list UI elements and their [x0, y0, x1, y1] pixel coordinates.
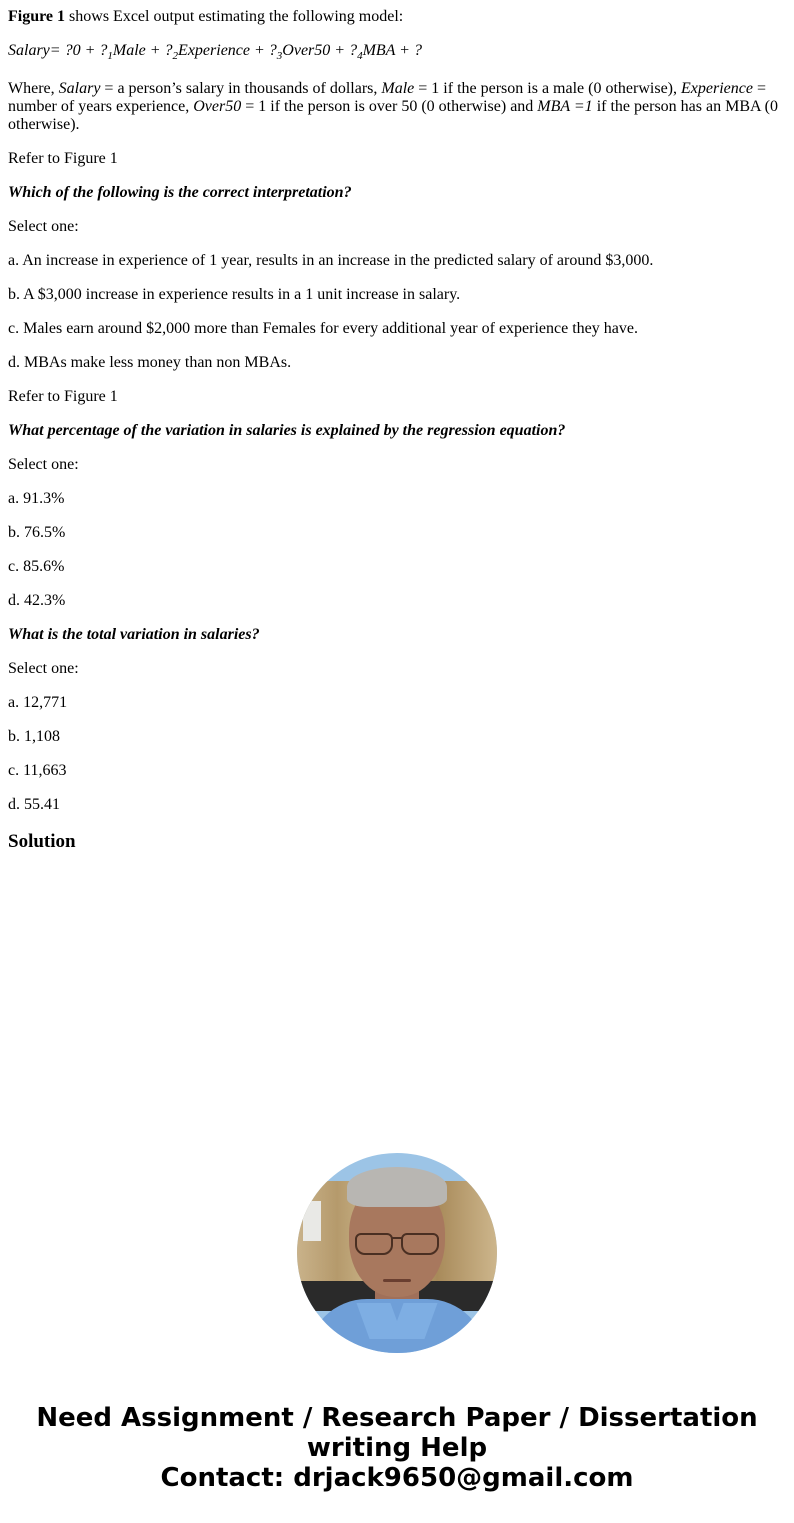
q3-option-b: b. 1,108: [8, 728, 60, 745]
q2-refer: Refer to Figure 1: [8, 388, 118, 405]
q2-option-d: d. 42.3%: [8, 592, 66, 609]
equation-part: Male + ?: [112, 42, 173, 59]
equation-part: MBA + ?: [362, 42, 422, 59]
var-experience: Experience: [681, 80, 753, 97]
def-text: = 1 if the person is over 50 (0 otherwise) and: [241, 98, 538, 115]
q3-prompt: What is the total variation in salaries?: [8, 626, 260, 643]
equation-subscript: 4: [357, 50, 363, 62]
def-text: if the person has an MBA (0 otherwise).: [8, 98, 778, 133]
q2-option-c: c. 85.6%: [8, 558, 65, 575]
def-text: = a person’s salary in thousands of dollars,: [100, 80, 382, 97]
avatar-glasses-bridge: [391, 1237, 403, 1239]
q3-select-label: Select one:: [8, 660, 79, 677]
def-text: Where,: [8, 80, 59, 97]
q1-option-d: d. MBAs make less money than non MBAs.: [8, 354, 292, 371]
q1-option-a: a. An increase in experience of 1 year, results in an increase in the predicted salary of around $3,000.: [8, 252, 654, 269]
figure-ref: Figure 1: [8, 8, 66, 25]
equation-subscript: 2: [172, 50, 179, 62]
def-text: = 1 if the person is a male (0 otherwise),: [414, 80, 682, 97]
equation-subscript: 1: [107, 50, 113, 62]
var-mba: MBA =1: [537, 98, 593, 115]
solution-heading: Solution: [8, 831, 76, 852]
q2-prompt: What percentage of the variation in salaries is explained by the regression equation?: [8, 422, 566, 439]
equation-part: Over50 + ?: [282, 42, 358, 59]
q1-refer: Refer to Figure 1: [8, 150, 118, 167]
promo-line-1: Need Assignment / Research Paper / Dissertation: [36, 1403, 758, 1433]
promo-banner: [0, 1403, 794, 1493]
variable-definitions: [8, 80, 786, 134]
intro-text: shows Excel output estimating the following model:: [65, 8, 404, 25]
q3-option-a: a. 12,771: [8, 694, 68, 711]
q2-option-a: a. 91.3%: [8, 490, 65, 507]
q3-option-d: d. 55.41: [8, 796, 60, 813]
model-equation: [8, 42, 422, 60]
q1-prompt: Which of the following is the correct interpretation?: [8, 184, 352, 201]
promo-line-2: writing Help: [306, 1433, 488, 1463]
avatar: [297, 1153, 497, 1353]
avatar-glasses-left-lens: [355, 1233, 393, 1255]
avatar-mouth: [383, 1279, 411, 1282]
q1-select-label: Select one:: [8, 218, 79, 235]
equation-part: Experience + ?: [178, 42, 277, 59]
promo-contact: Contact: drjack9650@gmail.com: [160, 1463, 634, 1493]
avatar-hair: [347, 1167, 447, 1207]
var-male: Male: [381, 80, 415, 97]
q3-option-c: c. 11,663: [8, 762, 67, 779]
q2-option-b: b. 76.5%: [8, 524, 66, 541]
var-salary: Salary: [58, 80, 101, 97]
intro-sentence: [8, 8, 403, 26]
q1-option-b: b. A $3,000 increase in experience results in a 1 unit increase in salary.: [8, 286, 461, 303]
equation-subscript: 3: [276, 50, 283, 62]
q2-select-label: Select one:: [8, 456, 79, 473]
avatar-wall-switch: [303, 1201, 321, 1241]
equation-part: Salary= ?0 + ?: [8, 42, 108, 59]
var-over50: Over50: [193, 98, 242, 115]
avatar-glasses-right-lens: [401, 1233, 439, 1255]
def-text: = number of years experience,: [8, 80, 766, 115]
q1-option-c: c. Males earn around $2,000 more than Females for every additional year of experience they have.: [8, 320, 638, 337]
